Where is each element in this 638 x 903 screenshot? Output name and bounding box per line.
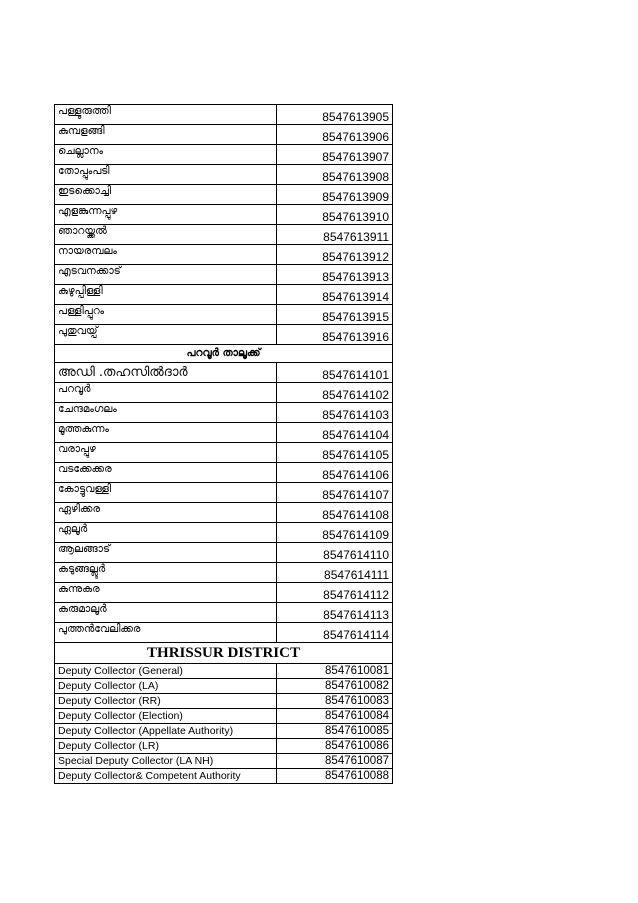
office-name: പുതുവയ്പ് [55,325,277,345]
phone-number: 8547614102 [277,383,393,403]
phone-number: 8547613907 [277,145,393,165]
table-row [55,325,393,345]
phone-number: 8547613913 [277,265,393,285]
office-name: എടവനക്കാട് [55,265,277,285]
phone-number: 8547614104 [277,423,393,443]
office-name: Deputy Collector (RR) [55,694,277,709]
office-name: തോപ്പുംപടി [55,165,277,185]
phone-number: 8547613910 [277,205,393,225]
phone-number: 8547613906 [277,125,393,145]
table-row [55,739,393,754]
phone-number: 8547610081 [277,664,393,679]
phone-number: 8547610082 [277,679,393,694]
office-name: പള്ളിപ്പുറം [55,305,277,325]
phone-number: 8547613916 [277,325,393,345]
taluk-heading-row [55,345,393,363]
phone-number: 8547614107 [277,483,393,503]
table-row [55,105,393,125]
phone-number: 8547613914 [277,285,393,305]
office-name: ഏലൂർ [55,523,277,543]
phone-number: 8547613912 [277,245,393,265]
office-name: Deputy Collector& Competent Authority [55,769,277,784]
table-row [55,285,393,305]
table-row [55,603,393,623]
phone-number: 8547614113 [277,603,393,623]
table-row [55,383,393,403]
office-name: Deputy Collector (Appellate Authority) [55,724,277,739]
office-name: പുത്തൻവേലിക്കര [55,623,277,643]
table-row [55,709,393,724]
table-row [55,463,393,483]
office-name: വരാപ്പുഴ [55,443,277,463]
phone-number: 8547610088 [277,769,393,784]
table-row [55,225,393,245]
table-row [55,583,393,603]
table-row [55,443,393,463]
table-row [55,185,393,205]
office-name: Deputy Collector (LA) [55,679,277,694]
phone-number: 8547610084 [277,709,393,724]
phone-number: 8547614110 [277,543,393,563]
office-name: കോട്ടുവള്ളി [55,483,277,503]
office-name: കുഴുപ്പിള്ളി [55,285,277,305]
phone-number: 8547614106 [277,463,393,483]
table-row [55,503,393,523]
phone-number: 8547610085 [277,724,393,739]
table-row [55,679,393,694]
contacts-table-body [55,105,393,784]
office-name: Deputy Collector (Election) [55,709,277,724]
table-row [55,363,393,383]
phone-number: 8547610086 [277,739,393,754]
contacts-table [54,104,393,784]
table-row [55,265,393,285]
office-name: ഏഴിക്കര [55,503,277,523]
office-name: കുമ്പളങ്ങി [55,125,277,145]
phone-number: 8547614114 [277,623,393,643]
phone-number: 8547614109 [277,523,393,543]
table-row [55,543,393,563]
district-heading-row [55,643,393,664]
phone-number: 8547613905 [277,105,393,125]
office-name: പള്ളുരുത്തി [55,105,277,125]
office-name: കരുമാലൂർ [55,603,277,623]
table-row [55,403,393,423]
table-row [55,724,393,739]
table-row [55,165,393,185]
office-name: അഡി .തഹസിൽദാർ [55,363,277,383]
phone-number: 8547613909 [277,185,393,205]
table-row [55,664,393,679]
table-row [55,523,393,543]
table-row [55,305,393,325]
table-row [55,623,393,643]
phone-number: 8547610087 [277,754,393,769]
taluk-heading: പറവൂർ താലൂക്ക് [55,345,393,363]
table-row [55,694,393,709]
phone-number: 8547614111 [277,563,393,583]
phone-number: 8547613911 [277,225,393,245]
office-name: Deputy Collector (LR) [55,739,277,754]
office-name: പറവൂർ [55,383,277,403]
phone-number: 8547610083 [277,694,393,709]
phone-number: 8547614103 [277,403,393,423]
office-name: Deputy Collector (General) [55,664,277,679]
phone-number: 8547613908 [277,165,393,185]
phone-number: 8547614101 [277,363,393,383]
phone-number: 8547614112 [277,583,393,603]
office-name: ആലങ്ങാട് [55,543,277,563]
office-name: നായരമ്പലം [55,245,277,265]
table-row [55,145,393,165]
phone-number: 8547613915 [277,305,393,325]
office-name: ഇടക്കൊച്ചി [55,185,277,205]
table-row [55,769,393,784]
table-row [55,563,393,583]
phone-number: 8547614108 [277,503,393,523]
office-name: കടുങ്ങല്ലൂർ [55,563,277,583]
district-heading: THRISSUR DISTRICT [55,643,393,664]
office-name: കുന്നുകര [55,583,277,603]
office-name: ഞാറയ്ക്കൽ [55,225,277,245]
office-name: Special Deputy Collector (LA NH) [55,754,277,769]
office-name: ചേന്ദമംഗലം [55,403,277,423]
table-row [55,245,393,265]
office-name: മൂത്തകുന്നം [55,423,277,443]
office-name: വടക്കേക്കര [55,463,277,483]
table-row [55,754,393,769]
office-name: ചെല്ലാനം [55,145,277,165]
table-row [55,125,393,145]
phone-number: 8547614105 [277,443,393,463]
table-row [55,205,393,225]
office-name: എളങ്കുന്നപ്പുഴ [55,205,277,225]
table-row [55,483,393,503]
table-row [55,423,393,443]
